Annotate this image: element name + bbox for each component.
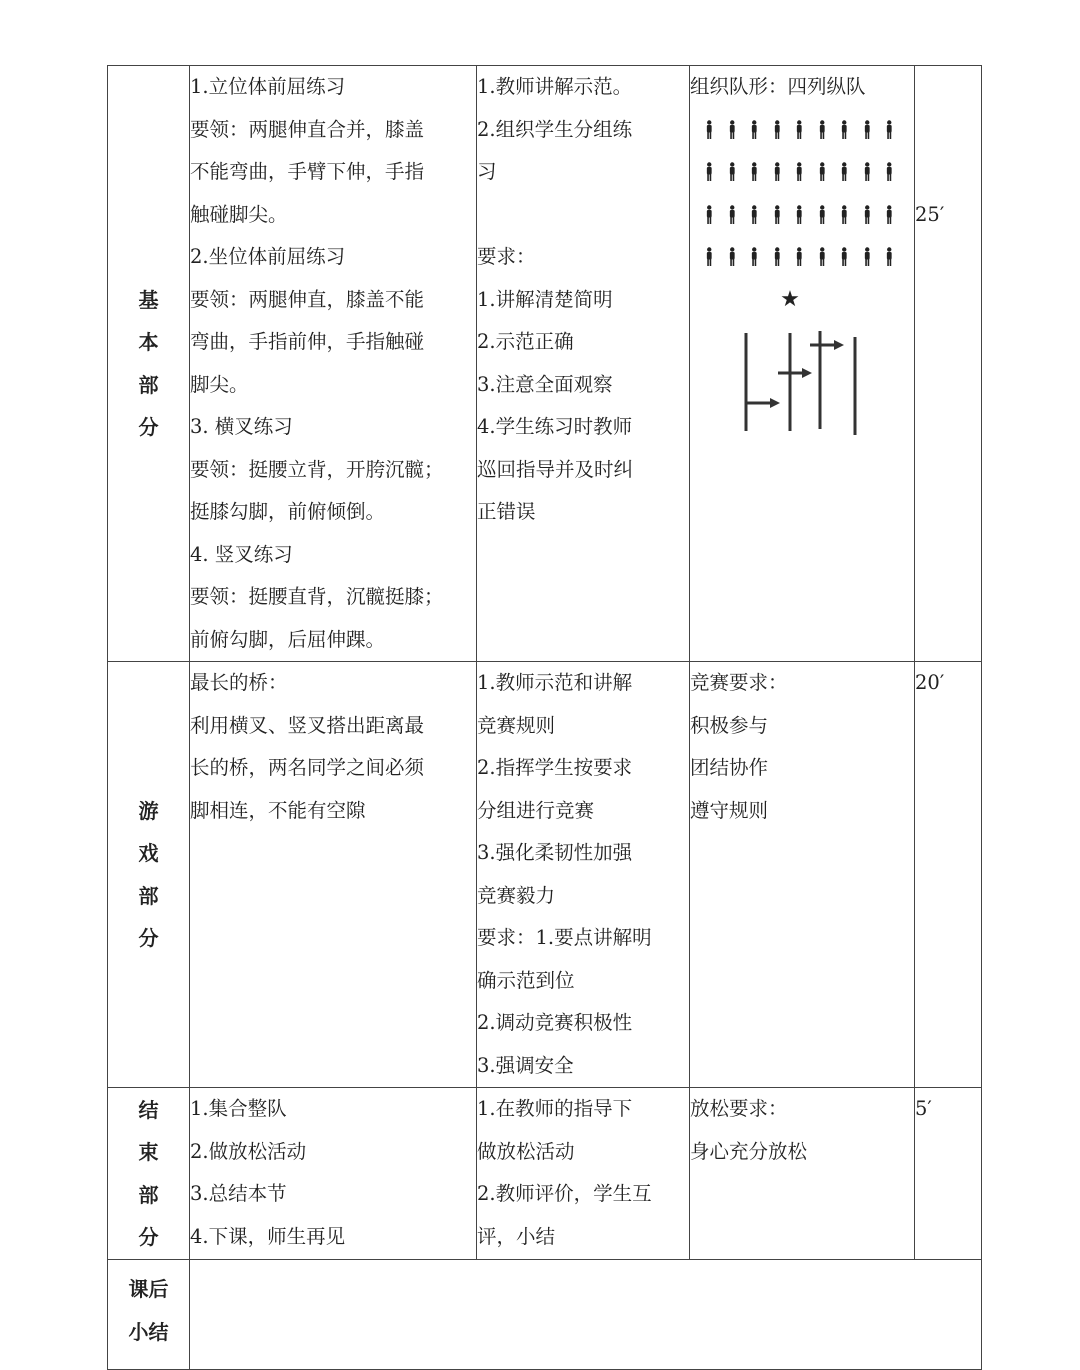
student-icon [772,247,795,267]
method-line: 巡回指导并及时纠 [477,457,634,481]
section-name-char: 课后 [128,1277,169,1301]
student-icon [749,205,772,225]
content-line: 不能弯曲，手臂下伸，手指 [190,160,425,183]
organization-game [690,662,915,1088]
formation-row [704,109,914,152]
section-name-char: 部 [138,1182,159,1207]
student-icon [749,120,772,140]
method-game [477,662,690,1088]
method-line: 1.教师示范和讲解 [477,671,633,694]
content-line: 1.立位体前屈练习 [190,75,346,98]
org-line: 身心充分放松 [690,1139,808,1163]
org-line: 竞赛要求： [690,671,788,694]
student-icon [817,162,840,182]
method-line: 要求：1.要点讲解明 [477,926,652,949]
method-line: 4.学生练习时教师 [477,415,633,438]
student-icon [839,247,862,267]
section-name-char: 戏 [138,841,159,865]
student-icon [862,162,885,182]
method-line: 1.讲解清楚简明 [477,287,613,311]
section-name-char: 本 [138,330,159,354]
section-name-basic [108,66,190,662]
content-line: 挺膝勾脚，前俯倾倒。 [190,500,386,523]
time-basic [915,66,982,662]
method-line: 2.教师评价，学生互 [477,1182,652,1205]
student-icon [727,162,750,182]
method-line: 2.组织学生分组练 [477,117,633,141]
formation-row [704,151,914,194]
content-end [190,1088,477,1260]
content-basic [190,66,477,662]
student-icon [749,247,772,267]
content-line: 4.下课，师生再见 [190,1224,346,1248]
student-icon [704,120,727,140]
section-name-char: 小结 [128,1319,169,1344]
content-line: 2.做放松活动 [190,1139,307,1163]
time-end [915,1088,982,1260]
content-line: 利用横叉、竖叉搭出距离最 [190,713,425,737]
section-name-char: 游 [138,798,159,823]
student-icon [884,162,907,182]
student-icon [704,162,727,182]
student-icon [704,205,727,225]
content-line: 脚尖。 [190,372,249,396]
student-icon [884,205,907,225]
movement-diagram [738,327,868,437]
time-value: 5′ [915,1097,932,1120]
content-line: 3.总结本节 [190,1182,287,1205]
method-line: 要求： [477,245,536,268]
formation-row [704,236,914,279]
method-line: 习 [477,160,497,183]
student-icon [862,247,885,267]
method-line: 3.注意全面观察 [477,372,613,396]
section-row-game [108,662,982,1088]
student-icon [817,120,840,140]
method-line: 3.强调安全 [477,1053,574,1077]
student-icon [794,162,817,182]
content-line: 脚相连，不能有空隙 [190,798,366,822]
time-game [915,662,982,1088]
student-icon [704,247,727,267]
org-line: 放松要求： [690,1097,788,1120]
section-row-summary [108,1260,982,1370]
formation-title: 组织队形：四列纵队 [690,75,866,98]
content-line: 前俯勾脚，后屈伸踝。 [190,627,386,651]
organization-basic [690,66,915,662]
content-line: 2.坐位体前屈练习 [190,245,346,268]
student-icon [772,162,795,182]
section-row-end [108,1088,982,1260]
method-line: 3.强化柔韧性加强 [477,841,633,864]
content-line: 要领：挺腰直背，沉髋挺膝； [190,585,444,608]
section-name-char: 分 [138,926,159,950]
method-line: 确示范到位 [477,968,575,992]
section-name-char: 部 [138,883,159,908]
content-line: 要领：两腿伸直合并，膝盖 [190,117,425,141]
student-icon [839,205,862,225]
section-name-char: 基 [138,287,159,312]
student-icon [794,205,817,225]
section-name-char: 分 [138,1225,159,1249]
organization-end [690,1088,915,1260]
org-line: 积极参与 [690,713,769,737]
section-name-end [108,1088,190,1260]
content-line: 要领：两腿伸直，膝盖不能 [190,287,425,311]
method-line: 正错误 [477,500,536,523]
section-name-char: 束 [138,1140,159,1164]
student-icon [862,205,885,225]
method-line: 2.示范正确 [477,330,574,353]
student-icon [884,247,907,267]
student-icon [749,162,772,182]
section-row-basic [108,66,982,662]
section-name-game [108,662,190,1088]
content-line: 最长的桥： [190,671,288,694]
method-line: 1.在教师的指导下 [477,1097,633,1120]
section-name-char: 部 [138,372,159,397]
content-line: 弯曲，手指前伸，手指触碰 [190,330,425,353]
method-line: 2.指挥学生按要求 [477,756,633,779]
student-formation [690,109,914,279]
method-basic [477,66,690,662]
student-icon [727,120,750,140]
content-game [190,662,477,1088]
method-line: 2.调动竞赛积极性 [477,1011,633,1034]
student-icon [794,120,817,140]
teacher-star-icon: ★ [780,286,800,312]
method-line: 1.教师讲解示范。 [477,75,633,98]
content-line: 触碰脚尖。 [190,202,288,226]
student-icon [727,247,750,267]
method-line: 评，小结 [477,1224,556,1248]
student-icon [839,120,862,140]
student-icon [884,120,907,140]
student-icon [772,120,795,140]
content-line: 3. 横叉练习 [190,415,293,438]
student-icon [817,205,840,225]
summary-cell [190,1260,982,1370]
formation-row [704,194,914,237]
org-line: 团结协作 [690,756,769,779]
method-line: 竞赛毅力 [477,883,556,907]
section-name-char: 分 [138,415,159,439]
method-line: 做放松活动 [477,1139,575,1163]
method-line: 分组进行竞赛 [477,798,595,822]
student-icon [727,205,750,225]
content-line: 要领：挺腰立背，开胯沉髋； [190,457,444,481]
student-icon [817,247,840,267]
time-value: 20′ [915,671,945,694]
org-line: 遵守规则 [690,798,769,822]
method-end [477,1088,690,1260]
method-line: 竞赛规则 [477,713,556,737]
section-name-char: 结 [138,1097,159,1122]
lesson-plan-table [107,65,982,1370]
method-line [477,194,689,237]
student-icon [862,120,885,140]
time-value: 25′ [915,203,945,226]
section-name-summary [108,1260,190,1370]
content-line: 4. 竖叉练习 [190,542,293,566]
content-line: 长的桥，两名同学之间必须 [190,756,425,779]
student-icon [839,162,862,182]
student-icon [794,247,817,267]
student-icon [772,205,795,225]
content-line: 1.集合整队 [190,1097,287,1120]
